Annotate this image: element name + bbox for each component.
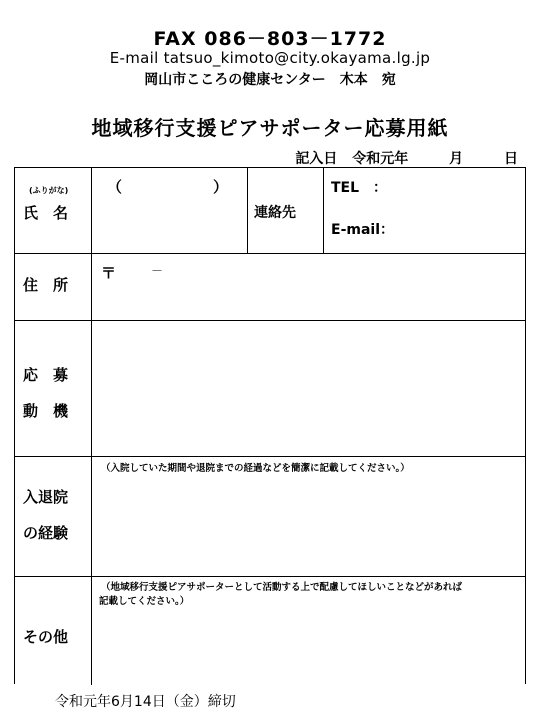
hospital-note: （入院していた期間や退院までの経過などを簡潔に記載してください。）: [101, 463, 410, 474]
hospital-label-line1: 入退院: [23, 488, 69, 506]
column-divider: [323, 168, 324, 253]
deadline: 令和元年6月14日（金）締切: [55, 694, 236, 710]
tel-field[interactable]: [395, 174, 521, 202]
entry-date-month: 月: [449, 151, 464, 167]
furigana-label: (ふりがな): [29, 186, 69, 195]
contact-label: 連絡先: [254, 205, 296, 221]
address-label: 住 所: [23, 276, 69, 294]
motivation-label-line2: 動 機: [23, 402, 69, 420]
name-paren-close: ）: [213, 178, 229, 196]
postal-mark: 〒: [101, 264, 117, 282]
entry-date-day: 日: [504, 151, 518, 167]
recipient: 岡山市こころの健康センター 木本 宛: [144, 72, 396, 88]
column-divider: [247, 168, 248, 253]
other-field[interactable]: [99, 614, 519, 680]
address-field[interactable]: [99, 286, 519, 316]
motivation-field[interactable]: [99, 328, 519, 448]
contact-email-field[interactable]: [405, 216, 521, 246]
name-field[interactable]: [99, 200, 239, 244]
entry-date-line: [295, 148, 518, 168]
entry-date-era: 令和元年: [352, 151, 409, 167]
name-label: 氏 名: [23, 204, 69, 222]
other-label: その他: [23, 628, 69, 646]
form-title: 地域移行支援ピアサポーター応募用紙: [91, 116, 449, 140]
column-divider: [91, 168, 92, 685]
entry-date-label: 記入日: [295, 151, 338, 167]
hospital-label-line2: の経験: [23, 524, 69, 542]
name-paren-open: （: [107, 178, 123, 196]
postal-dash: －: [151, 264, 164, 278]
other-note-line1: （地域移行支援ピアサポーターとして活動する上で配慮してほしいことなどがあれば: [101, 582, 463, 593]
fax-number: FAX 086－803－1772: [153, 28, 387, 50]
hospital-field[interactable]: [99, 482, 519, 570]
motivation-label-line1: 応 募: [23, 366, 69, 384]
application-form: [14, 167, 526, 684]
other-note-line2: 記載してください。）: [99, 596, 190, 607]
email-address: E-mail tatsuo_kimoto@city.okayama.lg.jp: [109, 49, 431, 67]
tel-label: TEL ：: [331, 180, 388, 196]
contact-email-label: E-mail：: [331, 222, 395, 238]
